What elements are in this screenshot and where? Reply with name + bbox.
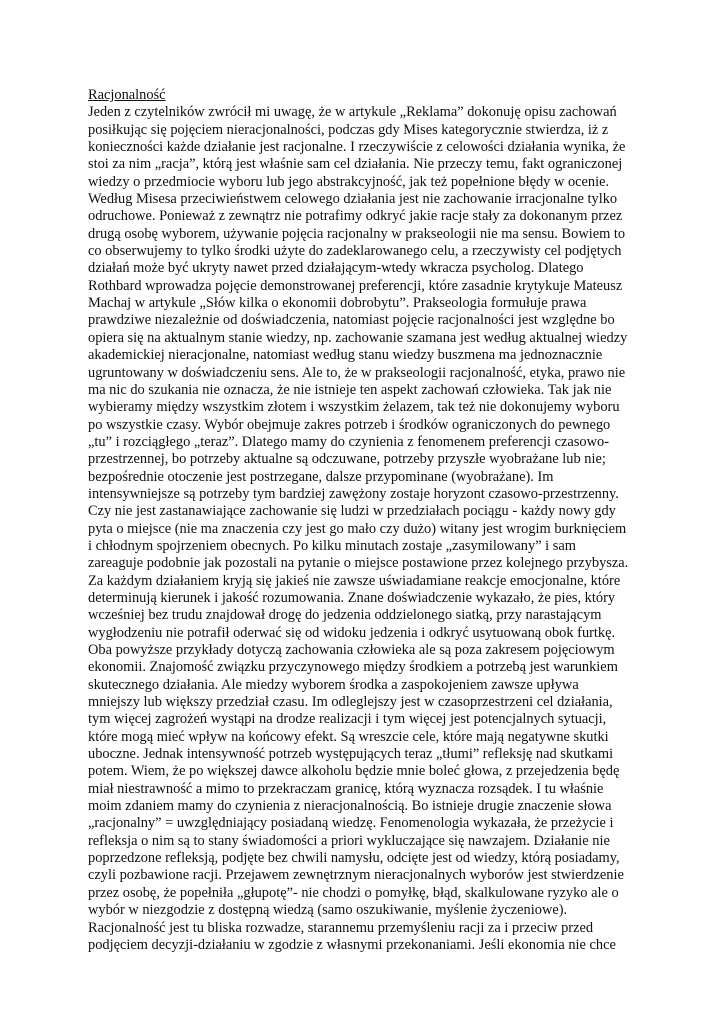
- text-line: tym więcej zagrożeń wystąpi na drodze realizacji i tym więcej jest potencjalnych sytuacji,: [88, 711, 607, 728]
- text-line: Rothbard wprowadza pojęcie demonstrowanej preferencji, które zasadnie krytykuje Mateusz: [88, 277, 623, 294]
- text-line: przez osobę, że popełniła „głupotę”- nie chodzi o pomyłkę, błąd, skalkulowane ryzyko ale o: [88, 884, 619, 901]
- text-line: Za każdym działaniem kryją się jakieś nie zawsze uświadamiane reakcje emocjonalne, które: [88, 572, 621, 589]
- text-line: Oba powyższe przykłady dotyczą zachowania człowieka ale są poza zakresem pojęciowym: [88, 642, 615, 658]
- text-line: stoi za nim „racja”, którą jest właśnie sam cel działania. Nie przeczy temu, fakt ograniczonej: [88, 156, 623, 173]
- text-line: zareaguje podobnie jak pozostali na pytanie o miejsce postawione przez kolejnego przybysza.: [88, 555, 629, 572]
- text-line: po wszystkie czasy. Wybór obejmuje zakres potrzeb i środków ograniczonych do pewnego: [88, 416, 611, 433]
- text-line: wcześniej bez trudu znajdował drogę do jedzenia oddzielonego siatką, przy narastającym: [88, 607, 602, 624]
- text-line: które mogą mieć wpływ na końcowy efekt. Są wreszcie cele, które mają negatywne skutki: [88, 728, 609, 745]
- document-text: [88, 104, 636, 954]
- text-line: czyli pozbawione racji. Przejawem zewnętrznym nieracjonalnych wyborów jest stwierdzenie: [88, 867, 624, 884]
- text-line: opiera się na aktualnym stanie wiedzy, np. zachowanie szamana jest według aktualnej wiedzy: [88, 329, 628, 346]
- text-line: wybór w niezgodzie z dostępną wiedzą (samo oszukiwanie, myślenie życzeniowe).: [88, 902, 568, 919]
- text-line: mniejszy lub większy przedział czasu. Im odleglejszy jest w czasoprzestrzeni cel działania,: [88, 694, 613, 711]
- text-line: skutecznego działania. Ale miedzy wyborem środka a zaspokojeniem zawsze upływa: [88, 676, 579, 693]
- text-line: przestrzennej, bo potrzeby aktualne są odczuwane, potrzeby przyszłe wyobrażane lub nie;: [88, 451, 606, 468]
- text-line: ugruntowany w doświadczeniu sens. Ale to, że w prakseologii racjonalność, etyka, prawo nie: [88, 364, 626, 381]
- text-line: potem. Wiem, że po większej dawce alkoholu będzie mnie boleć głowa, z przejedzenia będę: [88, 763, 620, 780]
- text-line: akademickiej nieracjonalne, natomiast według stanu wiedzy buszmena ma jednoznacznie: [88, 347, 603, 364]
- text-line: ekonomii. Znajomość związku przyczynowego między środkiem a potrzebą jest warunkiem: [88, 659, 618, 676]
- text-line: wiedzy o przedmiocie wyboru lub jego abstrakcyjność, jak też popełnione błędy w ocenie.: [88, 173, 610, 190]
- text-line: odruchowe. Ponieważ z zewnątrz nie potrafimy odkryć jakie racje stały za dokonanym przez: [88, 208, 623, 225]
- text-line: pyta o miejsce (nie ma znaczenia czy jest go mało czy dużo) witany jest wrogim burknięciem: [88, 520, 627, 537]
- text-line: intensywniejsze są potrzeby tym bardziej zawężony zostaje horyzont czasowo-przestrzenny.: [88, 485, 619, 502]
- text-line: miał niestrawność a mimo to przekraczam granicę, którą wyznacza rozsądek. I tu właśnie: [88, 780, 604, 797]
- text-line: Jeden z czytelników zwrócił mi uwagę, że w artykule „Reklama” dokonuję opisu zachowań: [88, 104, 617, 121]
- text-line: refleksja o nim są to stany świadomości a priori wykluczające się nawzajem. Działanie nie: [88, 832, 610, 849]
- document-title: Racjonalność: [88, 87, 166, 103]
- text-line: poprzedzone refleksją, podjęte bez chwili namysłu, odcięte jest od wiedzy, którą posiadamy,: [88, 850, 620, 867]
- text-line: determinują kierunek i jakość rozumowania. Znane doświadczenie wykazało, że pies, który: [88, 589, 616, 606]
- text-line: drugą osobę wyborem, używanie pojęcia racjonalny w prakseologii nie ma sensu. Bowiem to: [88, 225, 626, 242]
- text-line: wygłodzeniu nie potrafił oderwać się od widoku jedzenia i odkryć usytuowaną obok furtkę.: [88, 624, 616, 641]
- text-line: Racjonalność jest tu bliska rozwadze, starannemu przemyśleniu racji za i przeciw przed: [88, 919, 594, 936]
- text-line: bezpośrednie otoczenie jest postrzegane, dalsze przypominane (wyobrażane). Im: [88, 468, 554, 485]
- text-line: „racjonalny” = uwzględniający posiadaną wiedzę. Fenomenologia wykazała, że przeżycie i: [88, 815, 614, 832]
- text-line: i chłodnym spojrzeniem obecnych. Po kilku minutach zostaje „zasymilowany” i sam: [88, 537, 576, 554]
- text-line: posiłkując się pojęciem nieracjonalności, podczas gdy Mises kategorycznie stwierdza, iż z: [88, 121, 609, 138]
- text-line: prawdziwe niezależnie od doświadczenia, natomiast pojęcie racjonalności jest względne bo: [88, 312, 615, 329]
- text-line: „tu” i rozciągłego „teraz”. Dlatego mamy do czynienia z fenomenem preferencji czasowo-: [88, 433, 609, 450]
- text-line: Czy nie jest zastanawiające zachowanie się ludzi w przedziałach pociągu - każdy nowy gdy: [88, 503, 616, 520]
- text-line: co obserwujemy to tylko środki użyte do zadeklarowanego celu, a rzeczywisty cel podjętych: [88, 243, 622, 260]
- document-body: [88, 87, 636, 954]
- text-line: wybieramy między wszystkim złotem i wszystkim żelazem, tak też nie dokonujemy wyboru: [88, 399, 620, 416]
- text-line: uboczne. Jednak intensywność potrzeb występujących teraz „tłumi” refleksję nad skutkami: [88, 746, 614, 763]
- text-line: ma nic do szukania nie oznacza, że nie istnieje ten aspekt zachowań człowieka. Tak jak nie: [88, 381, 612, 398]
- text-line: moim zdaniem mamy do czynienia z nieracjonalnością. Bo istnieje drugie znaczenie słowa: [88, 798, 612, 815]
- text-line: podjęciem decyzji-działaniu w zgodzie z własnymi przekonaniami. Jeśli ekonomia nie chce: [88, 936, 616, 953]
- text-line: Według Misesa przeciwieństwem celowego działania jest nie zachowanie irracjonalne tylko: [88, 191, 618, 208]
- text-line: konieczności każde działanie jest racjonalne. I rzeczywiście z celowości działania wynika, że: [88, 139, 626, 156]
- text-line: Machaj w artykule „Słów kilka o ekonomii dobrobytu”. Prakseologia formułuje prawa: [88, 295, 587, 312]
- text-line: działań może być ukryty nawet przed działającym-wtedy wkracza psycholog. Dlatego: [88, 260, 584, 277]
